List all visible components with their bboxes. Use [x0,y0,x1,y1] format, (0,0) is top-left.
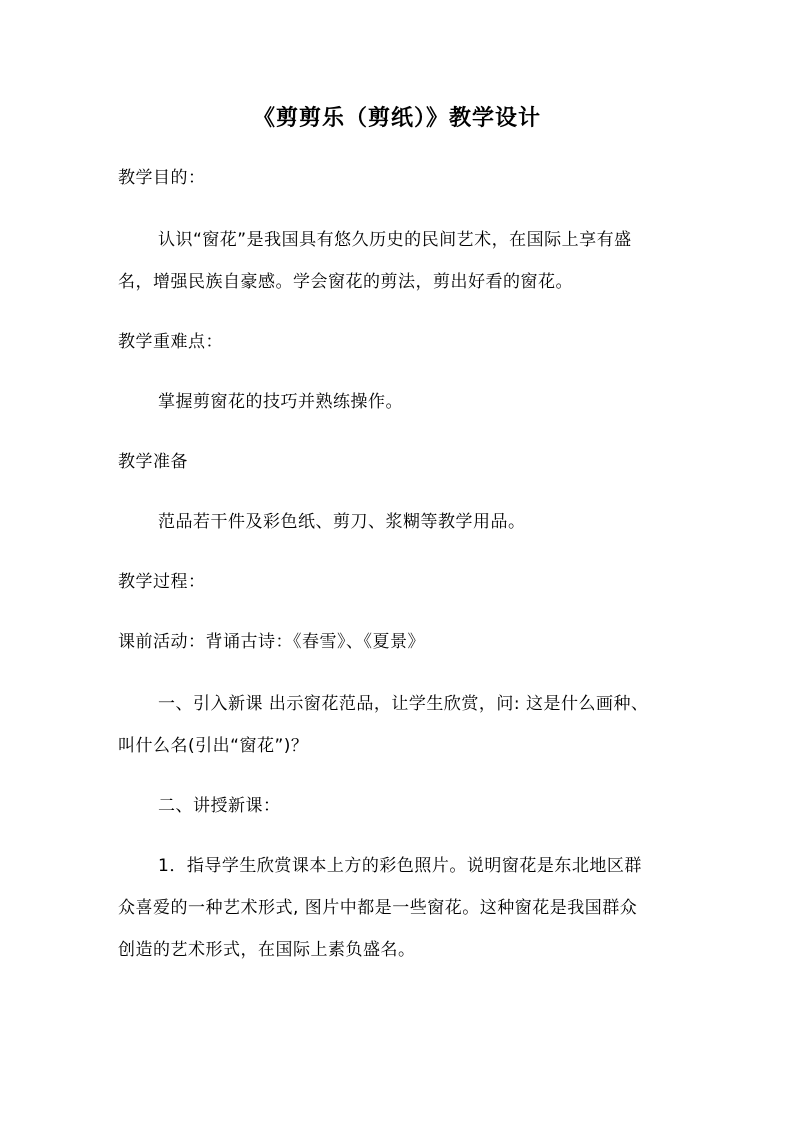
paragraph-line: 创造的艺术形式，在国际上素负盛名。 [118,940,416,960]
paragraph-line: 众喜爱的一种艺术形式, 图片中都是一些窗花。这种窗花是我国群众 [118,898,638,918]
section-heading-preparation: 教学准备 [118,452,188,472]
paragraph-line: 一、引入新课 出示窗花范品，让学生欣赏，问: 这是什么画种、 [158,694,649,714]
document-title: 《剪剪乐（剪纸）》教学设计 [252,106,541,131]
paragraph-line: 掌握剪窗花的技巧并熟练操作。 [158,392,403,412]
paragraph-line: 名，增强民族自豪感。学会窗花的剪法，剪出好看的窗花。 [118,272,573,292]
paragraph-line: 范品若干件及彩色纸、剪刀、浆糊等教学用品。 [158,512,526,532]
section-heading-objectives: 教学目的： [118,168,206,188]
section-heading-process: 教学过程： [118,572,206,592]
paragraph-line: 课前活动：背诵古诗：《春雪》、《夏景》 [118,632,425,652]
section-heading-key-points: 教学重难点： [118,332,223,352]
paragraph-line: 认识“窗花”是我国具有悠久历史的民间艺术，在国际上享有盛 [158,230,632,250]
section-heading-new-lesson: 二、讲授新课： [158,796,281,816]
paragraph-line: 叫什么名(引出“窗花”)？ [118,736,309,756]
paragraph-line: 1．指导学生欣赏课本上方的彩色照片。说明窗花是东北地区群 [158,856,642,876]
